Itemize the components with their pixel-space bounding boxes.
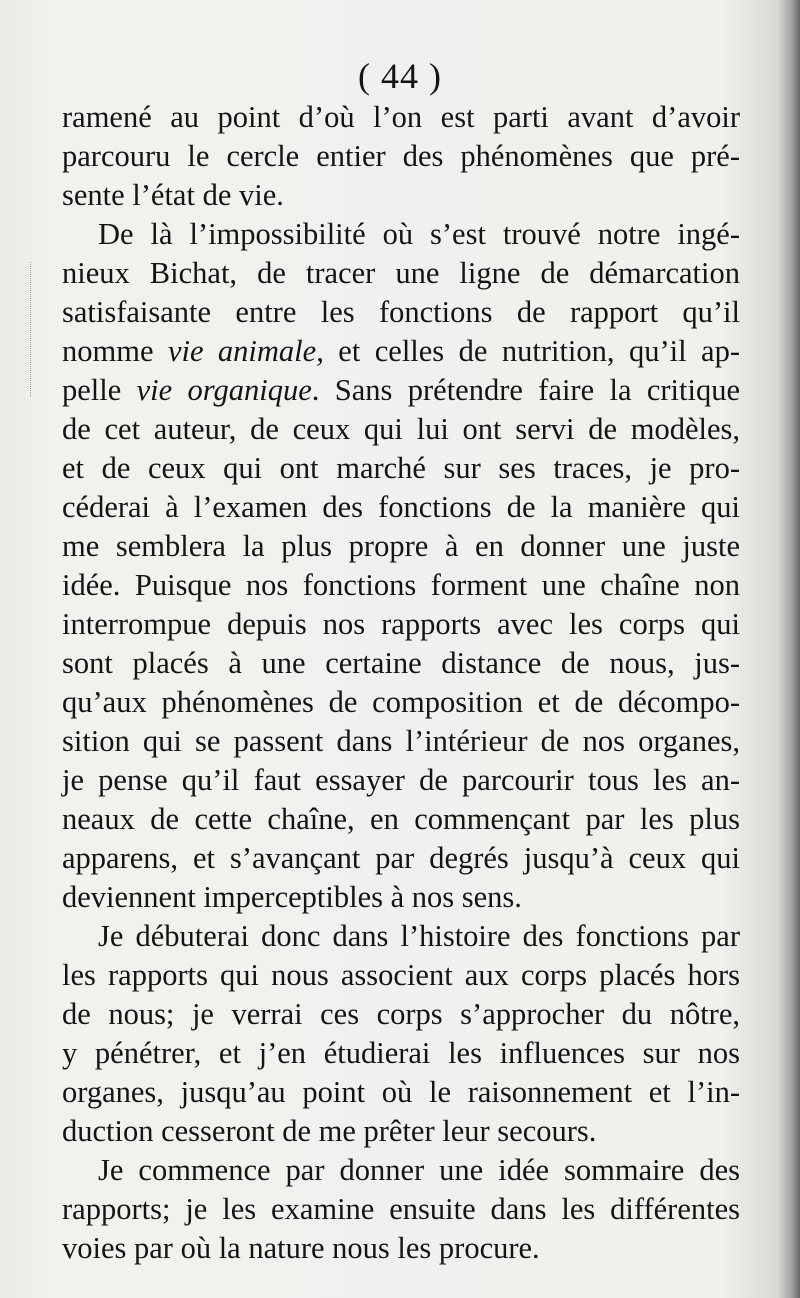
text-line: céderai à l’examen des fonctions de la manière qui — [62, 490, 740, 524]
text-line: duction cesseront de me prêter leur secours. — [62, 1114, 597, 1148]
text-line: voies par où la nature nous les procure. — [62, 1231, 540, 1265]
text-line: De là l’impossibilité où s’est trouvé notre ingé- — [98, 217, 740, 251]
text-line: je pense qu’il faut essayer de parcourir tous les an- — [62, 763, 740, 797]
text-line: qu’aux phénomènes de composition et de décompo- — [62, 685, 740, 719]
text-line: sont placés à une certaine distance de nous, jus- — [62, 646, 740, 680]
page-number: ( 44 ) — [358, 56, 442, 96]
italic-term: vie animale, — [167, 334, 324, 368]
text-line: satisfaisante entre les fonctions de rapport qu’il — [62, 295, 740, 329]
text-line: nieux Bichat, de tracer une ligne de démarcation — [62, 256, 740, 290]
text-line: Je commence par donner une idée sommaire des — [98, 1153, 740, 1187]
text-line: me semblera la plus propre à en donner une juste — [62, 529, 740, 563]
text-line — [62, 371, 740, 410]
text-run: nomme — [62, 334, 168, 368]
text-line: deviennent imperceptibles à nos sens. — [62, 880, 522, 914]
page-spine-shadow — [778, 0, 800, 1298]
text-run: pelle — [62, 373, 137, 407]
text-line: de cet auteur, de ceux qui lui ont servi de modèles, — [62, 412, 740, 446]
body-text — [62, 98, 740, 1268]
text-run: . Sans prétendre faire la critique — [311, 373, 740, 407]
margin-mark — [30, 262, 37, 397]
text-line: rapports; je les examine ensuite dans les différentes — [62, 1192, 740, 1226]
text-line — [62, 332, 740, 371]
text-line: les rapports qui nous associent aux corps placés hors — [62, 958, 740, 992]
text-line: ramené au point d’où l’on est parti avant d’avoir — [62, 100, 740, 134]
text-line: apparens, et s’avançant par degrés jusqu’à ceux qui — [62, 841, 740, 875]
text-line: interrompue depuis nos rapports avec les corps qui — [62, 607, 740, 641]
text-line: sition qui se passent dans l’intérieur de nos organes, — [62, 724, 740, 758]
text-line: y pénétrer, et j’en étudierai les influences sur nos — [62, 1036, 740, 1070]
text-line: de nous; je verrai ces corps s’approcher du nôtre, — [62, 997, 740, 1031]
text-line: et de ceux qui ont marché sur ses traces, je pro- — [62, 451, 740, 485]
text-line: neaux de cette chaîne, en commençant par les plus — [62, 802, 740, 836]
text-line: Je débuterai donc dans l’histoire des fonctions par — [98, 919, 740, 953]
text-run: et celles de nutrition, qu’il ap- — [323, 334, 740, 368]
text-line: parcouru le cercle entier des phénomènes que pré- — [62, 139, 740, 173]
text-line: sente l’état de vie. — [62, 178, 284, 212]
text-line: idée. Puisque nos fonctions forment une chaîne non — [62, 568, 740, 602]
text-line: organes, jusqu’au point où le raisonnement et l’in- — [62, 1075, 740, 1109]
italic-term: vie organique — [136, 373, 312, 407]
